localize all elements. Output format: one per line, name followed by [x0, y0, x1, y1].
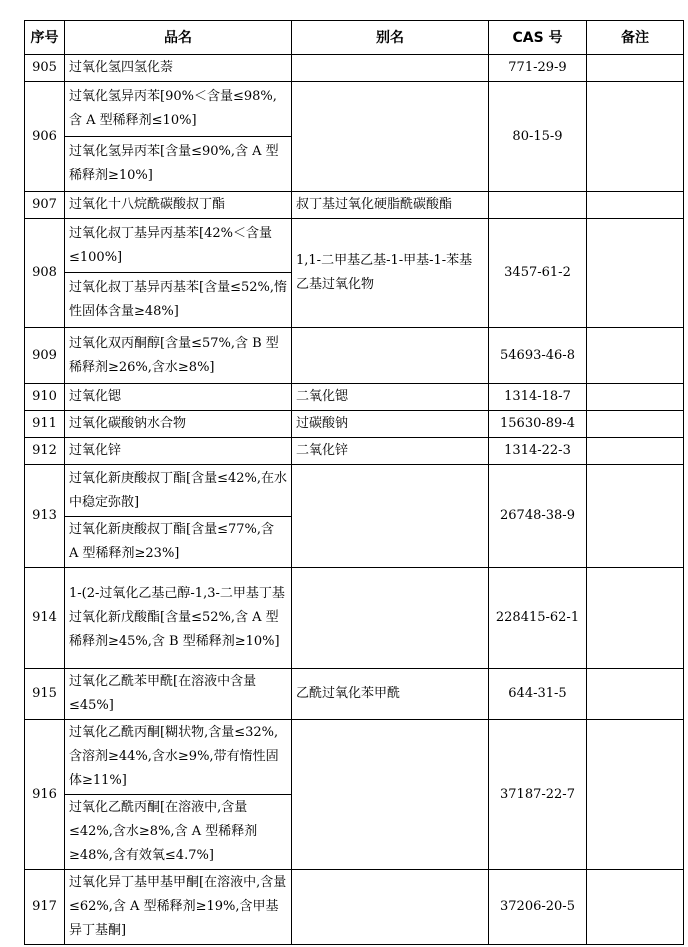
- header-name: 品名: [65, 21, 292, 55]
- note-cell: [587, 219, 684, 328]
- table-row: [25, 568, 684, 669]
- seq-cell: 917: [25, 870, 65, 945]
- name-cell: 过氧化异丁基甲基甲酮[在溶液中,含量≤62%,含 A 型稀释剂≥19%,含甲基异丁基酮]: [65, 870, 292, 945]
- seq-cell: 913: [25, 465, 65, 568]
- alias-cell: [292, 465, 489, 568]
- note-cell: [587, 411, 684, 438]
- alias-cell: [292, 720, 489, 870]
- cas-cell: 1314-22-3: [489, 438, 587, 465]
- table-row: [25, 438, 684, 465]
- name-cell: 过氧化新庚酸叔丁酯[含量≤77%,含 A 型稀释剂≥23%]: [65, 517, 292, 568]
- seq-cell: 906: [25, 82, 65, 192]
- note-cell: [587, 55, 684, 82]
- table-row: [25, 384, 684, 411]
- table-row: [25, 55, 684, 82]
- name-cell: 过氧化十八烷酰碳酸叔丁酯: [65, 192, 292, 219]
- seq-cell: 912: [25, 438, 65, 465]
- cas-cell: 1314-18-7: [489, 384, 587, 411]
- table-row: [25, 465, 684, 517]
- name-cell: 过氧化碳酸钠水合物: [65, 411, 292, 438]
- note-cell: [587, 870, 684, 945]
- name-cell: 过氧化双丙酮醇[含量≤57%,含 B 型稀释剂≥26%,含水≥8%]: [65, 328, 292, 384]
- table-row: [25, 328, 684, 384]
- seq-cell: 915: [25, 669, 65, 720]
- alias-cell: 过碳酸钠: [292, 411, 489, 438]
- cas-cell: 228415-62-1: [489, 568, 587, 669]
- note-cell: [587, 465, 684, 568]
- cas-cell: 37187-22-7: [489, 720, 587, 870]
- name-cell: 过氧化新庚酸叔丁酯[含量≤42%,在水中稳定弥散]: [65, 465, 292, 517]
- name-cell: 过氧化氢四氢化萘: [65, 55, 292, 82]
- note-cell: [587, 192, 684, 219]
- table-row: [25, 870, 684, 945]
- alias-cell: 叔丁基过氧化硬脂酰碳酸酯: [292, 192, 489, 219]
- seq-cell: 908: [25, 219, 65, 328]
- note-cell: [587, 669, 684, 720]
- alias-cell: [292, 568, 489, 669]
- table-row: [25, 192, 684, 219]
- name-cell: 1-(2-过氧化乙基己醇-1,3-二甲基丁基过氧化新戊酸酯[含量≤52%,含 A 型稀释剂≥45%,含 B 型稀释剂≥10%]: [65, 568, 292, 669]
- header-seq: 序号: [25, 21, 65, 55]
- alias-cell: 乙酰过氧化苯甲酰: [292, 669, 489, 720]
- table-row: [25, 219, 684, 273]
- seq-cell: 909: [25, 328, 65, 384]
- table-row: [25, 411, 684, 438]
- name-cell: 过氧化锌: [65, 438, 292, 465]
- note-cell: [587, 720, 684, 870]
- note-cell: [587, 82, 684, 192]
- seq-cell: 907: [25, 192, 65, 219]
- cas-cell: 37206-20-5: [489, 870, 587, 945]
- table-row: [25, 669, 684, 720]
- cas-cell: 771-29-9: [489, 55, 587, 82]
- seq-cell: 916: [25, 720, 65, 870]
- cas-cell: 644-31-5: [489, 669, 587, 720]
- name-cell: 过氧化乙酰苯甲酰[在溶液中含量≤45%]: [65, 669, 292, 720]
- name-cell: 过氧化氢异丙苯[90%＜含量≤98%,含 A 型稀释剂≤10%]: [65, 82, 292, 137]
- alias-cell: [292, 55, 489, 82]
- header-row: [25, 21, 684, 55]
- seq-cell: 914: [25, 568, 65, 669]
- table-row: [25, 720, 684, 795]
- alias-cell: 二氧化锌: [292, 438, 489, 465]
- alias-cell: 二氧化锶: [292, 384, 489, 411]
- table-row: [25, 82, 684, 137]
- name-cell: 过氧化叔丁基异丙基苯[含量≤52%,惰性固体含量≥48%]: [65, 273, 292, 328]
- alias-cell: [292, 328, 489, 384]
- cas-cell: 3457-61-2: [489, 219, 587, 328]
- note-cell: [587, 568, 684, 669]
- seq-cell: 905: [25, 55, 65, 82]
- header-cas: CAS 号: [489, 21, 587, 55]
- seq-cell: 910: [25, 384, 65, 411]
- seq-cell: 911: [25, 411, 65, 438]
- alias-cell: 1,1-二甲基乙基-1-甲基-1-苯基乙基过氧化物: [292, 219, 489, 328]
- cas-cell: 15630-89-4: [489, 411, 587, 438]
- name-cell: 过氧化叔丁基异丙基苯[42%＜含量≤100%]: [65, 219, 292, 273]
- name-cell: 过氧化氢异丙苯[含量≤90%,含 A 型稀释剂≥10%]: [65, 137, 292, 192]
- cas-cell: [489, 192, 587, 219]
- alias-cell: [292, 870, 489, 945]
- cas-cell: 54693-46-8: [489, 328, 587, 384]
- cas-cell: 80-15-9: [489, 82, 587, 192]
- alias-cell: [292, 82, 489, 192]
- chemical-table: [24, 20, 684, 945]
- name-cell: 过氧化乙酰丙酮[在溶液中,含量≤42%,含水≥8%,含 A 型稀释剂≥48%,含有效氧≤4.7%]: [65, 795, 292, 870]
- name-cell: 过氧化乙酰丙酮[糊状物,含量≤32%,含溶剂≥44%,含水≥9%,带有惰性固体≥11%]: [65, 720, 292, 795]
- cas-cell: 26748-38-9: [489, 465, 587, 568]
- header-alias: 别名: [292, 21, 489, 55]
- note-cell: [587, 384, 684, 411]
- note-cell: [587, 328, 684, 384]
- header-note: 备注: [587, 21, 684, 55]
- name-cell: 过氧化锶: [65, 384, 292, 411]
- note-cell: [587, 438, 684, 465]
